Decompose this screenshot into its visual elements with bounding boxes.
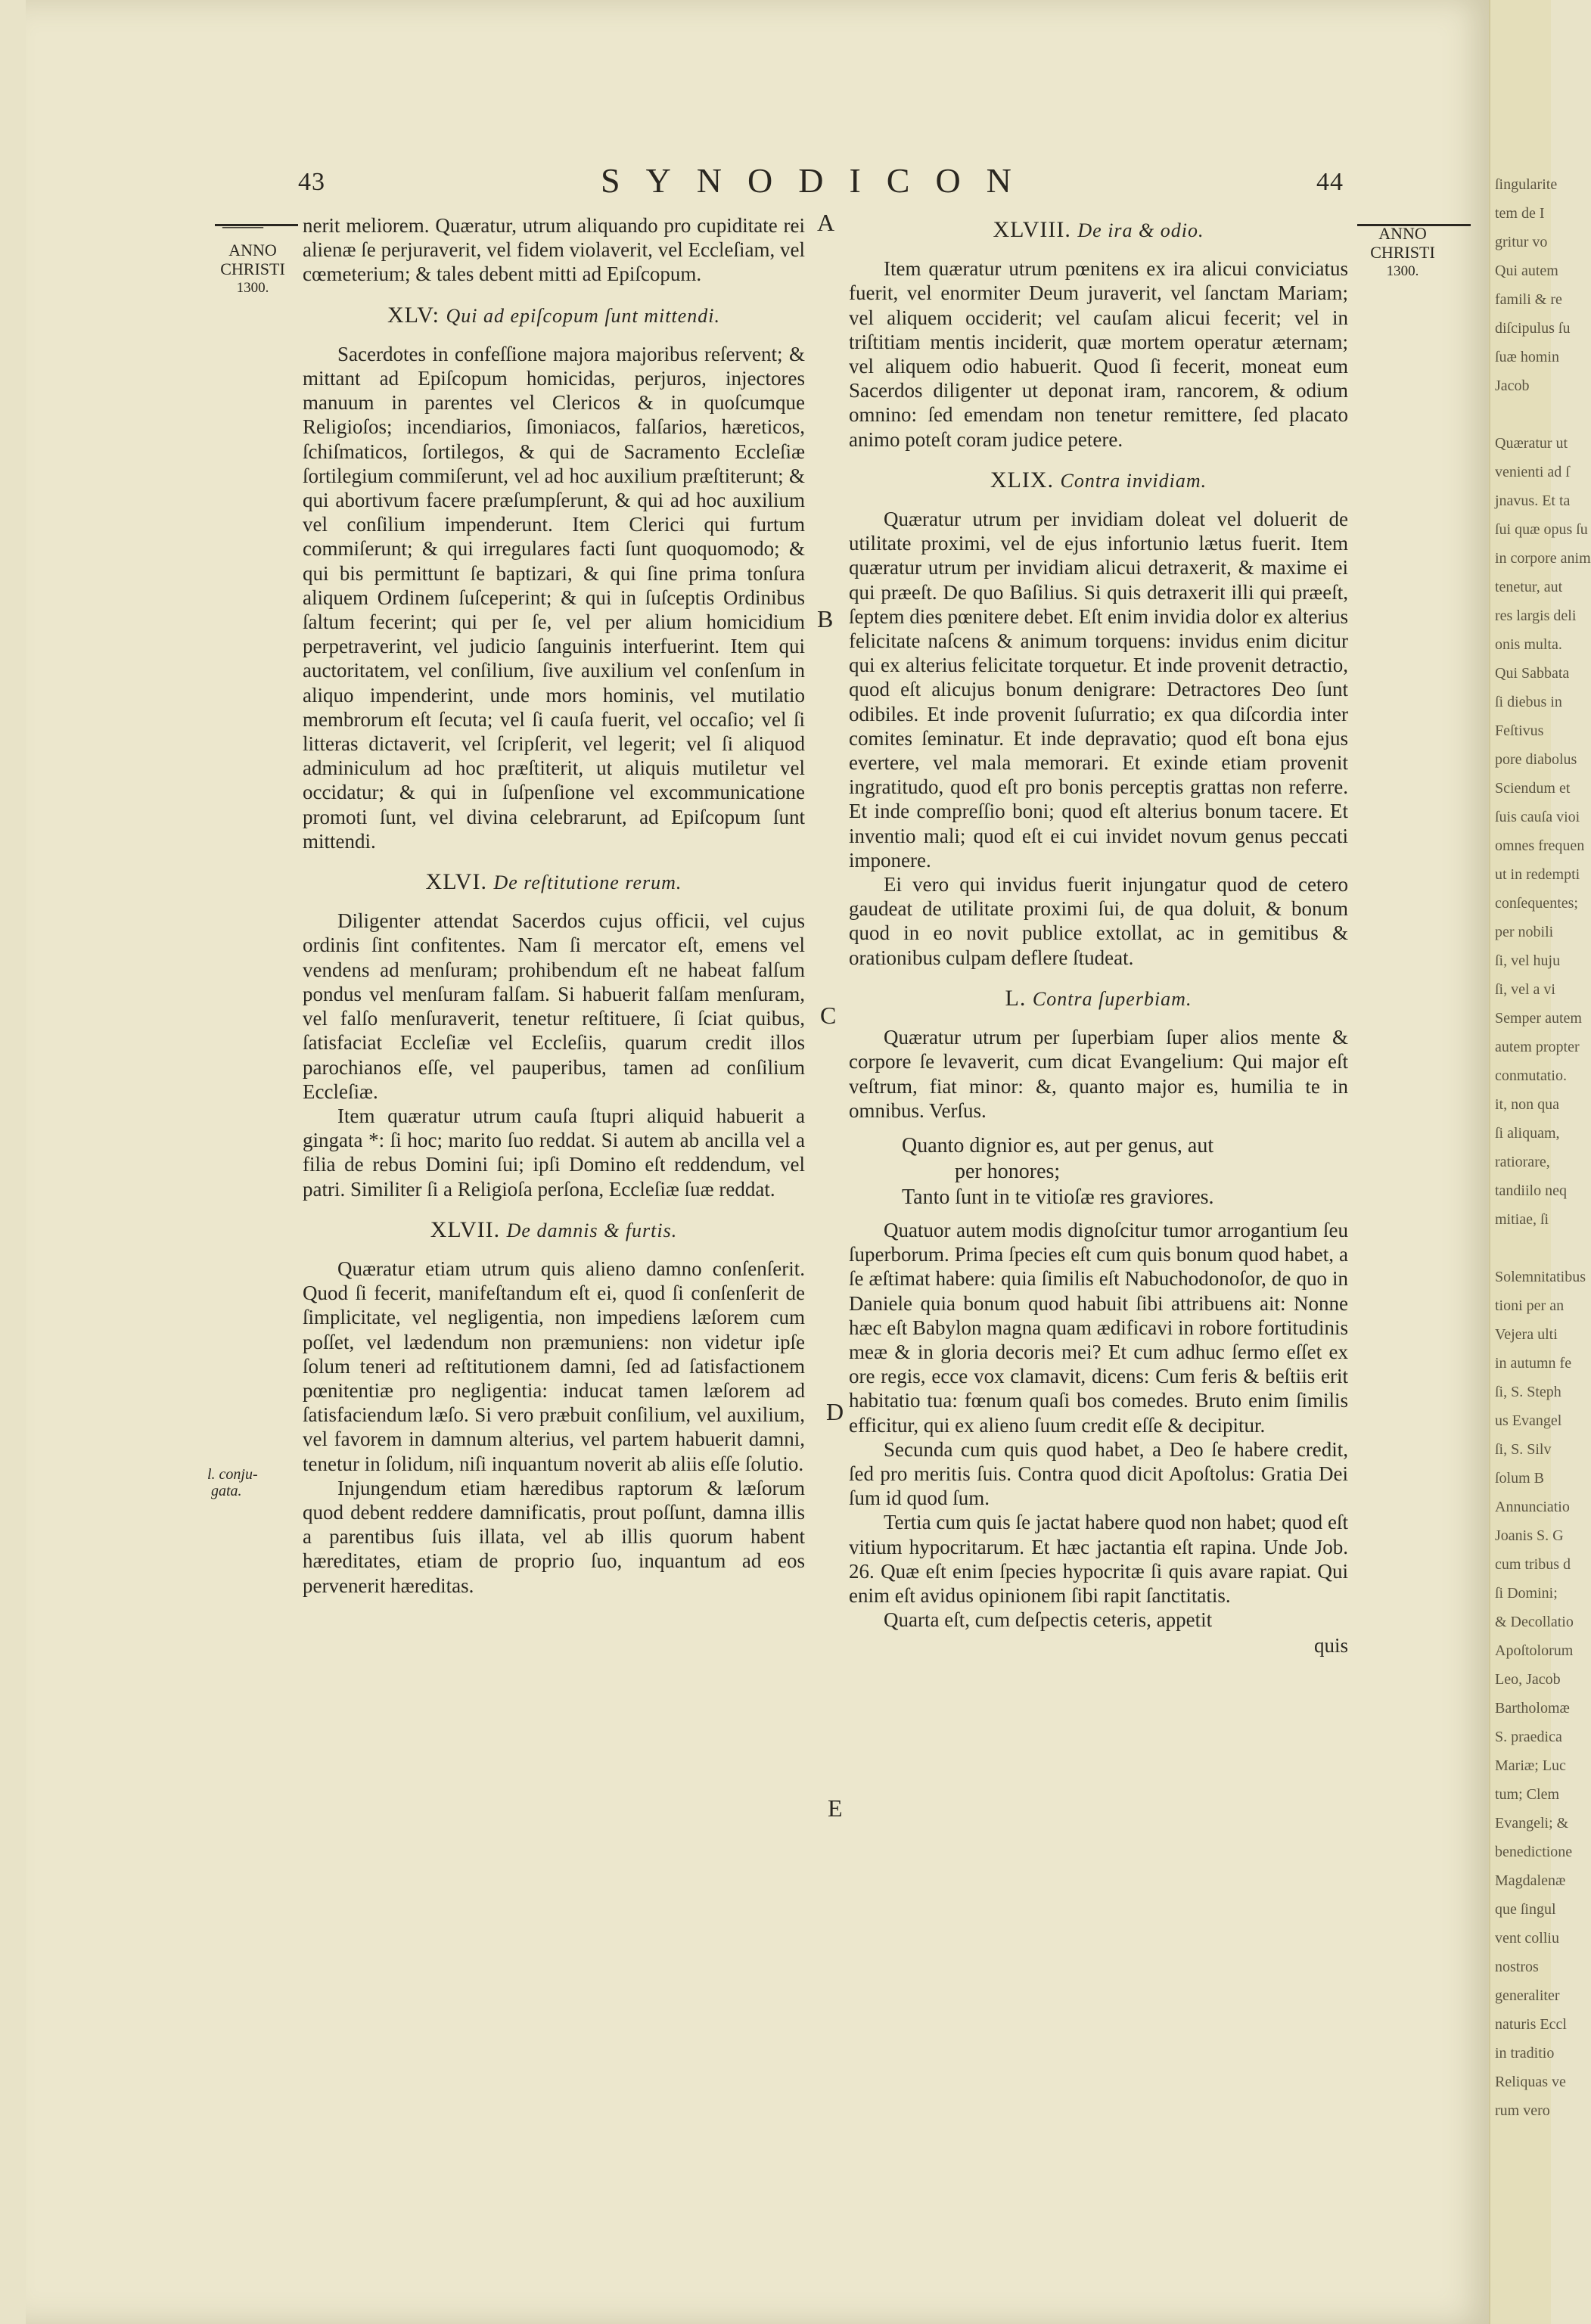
next-page-fragment-line: Feſtivus <box>1495 722 1544 739</box>
next-page-fragment-line: ſi, S. Silv <box>1495 1441 1552 1458</box>
margin-note-line: ANNO <box>1378 224 1427 243</box>
paragraph: Secunda cum quis quod habet, a Deo ſe habere credit, ſed pro meritis ſuis. Contra quod dicit Apoſtolus: Gratia Dei ſum id quod ſum. <box>849 1437 1348 1510</box>
section-title: Contra invidiam. <box>1060 469 1207 492</box>
paragraph: Diligenter attendat Sacerdos cujus officii, vel cujus ordinis ſint confitentes. Nam ſi mercator eſt, emens vel vendens ad menſuram; prohibendum eſt ne habeat falſum pondus vel menſuram falſam. Si habuerit falſam menſuram, vel falſo menſuraverit, tenetur reſtituere, ſi ſciat quibus, ſatisfaciat Eccleſiæ vel Eccleſiis, quarum credit illos parochianos eſſe, vel pauperibus, tamen ad conſilium Eccleſiæ. <box>303 909 805 1103</box>
left-margin-year-note <box>207 241 298 297</box>
next-page-fragment-line: & Decollatio <box>1495 1614 1574 1630</box>
next-page-fragment-line: tem de I <box>1495 205 1545 222</box>
margin-footnote: l. conju- gata. <box>207 1466 258 1499</box>
paragraph: Item quæratur utrum cauſa ſtupri aliquid habuerit a gingata *: ſi hoc; marito ſuo reddat. Si autem ab ancilla vel a filia de rebus Domini ſui; ipſi Domino eſt reddendum, vel patri. Similiter ſi a Religioſa perſona, Eccleſiæ ſuæ reddat. <box>303 1104 805 1201</box>
next-page-fragment-line: Leo, Jacob <box>1495 1671 1561 1688</box>
next-page-fragment-line: gritur vo <box>1495 234 1548 250</box>
next-page-fragment-line: ſi, vel a vi <box>1495 981 1555 998</box>
next-page-fragment-line: ſi aliquam, <box>1495 1125 1560 1142</box>
next-page-fragment-line: tum; Clem <box>1495 1786 1559 1803</box>
paragraph: Ei vero qui invidus fuerit injungatur quod de cetero gaudeat de utilitate proximi ſui, de qua doluit, & bonum quod in eo novit publice extollat, ac in gemitibus & orationibus culpam deflere ſtudeat. <box>849 873 1348 969</box>
right-page-number: 44 <box>1316 168 1344 196</box>
next-page-fragment-line: Evangeli; & <box>1495 1815 1569 1832</box>
next-page-fragment-line: ut in redempti <box>1495 866 1580 883</box>
intro-dash: —— <box>222 214 263 237</box>
next-page-fragment-line: ratiorare, <box>1495 1154 1550 1170</box>
paragraph: Quatuor autem modis dignoſcitur tumor arrogantium ſeu ſuperborum. Prima ſpecies eſt cum quis bonum quod habet, a ſe æſtimat habere: quia ſimilis eſt Nabuchodonoſor, de quo in Daniele quia bonum quod habuit ſibi attribuens ait: Nonne hæc eſt Babylon magna quam ædificavi in robore fortitudinis meæ & in gloria decoris mei? Et cum adhuc ſermo eſſet ex ore regis, ecce vox clamavit, dicens: Cum feris & beſtiis erit habitatio tua: fœnum quaſi bos comedes. Bruto enim ſimilis efficitur, qui ex alieno ſuum credit eſſe & decipitur. <box>849 1218 1348 1437</box>
next-page-fragment-line: Sciendum et <box>1495 780 1571 797</box>
section-number: XLVII. <box>430 1216 501 1242</box>
paragraph: Quæratur utrum per invidiam doleat vel doluerit de utilitate proximi, vel de ejus infortunio lætus fuerit. Item quæratur utrum per invidiam alicui detraxerit, & maxime ei qui præeſt. De quo Baſilius. Si quis detraxerit illi qui præeſt, ſeptem dies pœnitere debet. Eſt enim invidia dolor ex alterius felicitate naſcens & animum torquens: invidus enim dicitur qui ex alterius felicitate torquetur. Et inde provenit detractio, quod eſt alicujus bonum denigrare: Detractores Deo ſunt odibiles. Et inde provenit ſuſurratio; ex qua diſcordia inter comites ſeminatur. Et inde depravatio; quod eſt bona ejus evertere, vel mala memorari. Et exinde etiam provenit ingratitudo, quod eſt pro bonis perceptis grattas non referre. Et inde compreſſio boni; quod eſt alterius bonum tacere. Et inventio mali; quod eſt ei cui invidet novum genus peccati imponere. <box>849 508 1348 872</box>
right-text-column <box>849 213 1348 1658</box>
next-page-fragment-line: Reliquas ve <box>1495 2074 1566 2090</box>
section-heading-xlvi <box>303 870 805 895</box>
intro-text: nerit meliorem. Quæratur, utrum aliquando pro cupiditate rei alienæ ſe perjuraverit, vel fidem violaverit, vel Eccleſiam, vel cœmeterium; & tales debent mitti ad Epiſcopum. <box>303 214 805 286</box>
section-title: Contra ſuperbiam. <box>1032 987 1192 1010</box>
next-page-fragment-line: rum vero <box>1495 2102 1550 2119</box>
running-title: SYNODICON <box>601 161 1037 200</box>
left-page-number: 43 <box>298 168 325 196</box>
paragraph: Quarta eſt, cum deſpectis ceteris, appetit <box>884 1608 1213 1632</box>
next-page-fragment-line: mitiae, ſi <box>1495 1211 1549 1228</box>
section-title: De reſtitutione rerum. <box>493 872 682 894</box>
book-page <box>26 0 1496 2324</box>
next-page-fragment-line: pore diabolus <box>1495 751 1577 768</box>
next-page-fragment-line: Quæratur ut <box>1495 435 1568 452</box>
next-page-edge <box>1489 0 1591 2324</box>
next-page-fragment-line: ſuis cauſa vioi <box>1495 809 1580 825</box>
section-letter-b: B <box>817 605 834 632</box>
margin-note-line: 1300. <box>236 280 269 296</box>
next-page-fragment-line: omnes frequen <box>1495 837 1585 854</box>
next-page-fragment-line: tioni per an <box>1495 1297 1565 1314</box>
next-page-fragment-line: Joanis S. G <box>1495 1527 1564 1544</box>
next-page-fragment-line: ſolum B <box>1495 1470 1545 1487</box>
next-page-fragment-line: us Evangel <box>1495 1412 1562 1429</box>
paragraph: Quæratur utrum per ſuperbiam ſuper alios mente & corpore ſe levaverit, cum dicat Evangelium: Qui major eſt veſtrum, fiat minor: &, quanto major es, humilia te in omnibus. Verſus. <box>849 1026 1348 1122</box>
next-page-fragment-line: conſequentes; <box>1495 895 1578 912</box>
section-title: De damnis & furtis. <box>506 1219 678 1241</box>
section-number: XLIX. <box>990 467 1054 492</box>
next-page-fragment-line: que ſingul <box>1495 1901 1556 1918</box>
next-page-fragment-line: tandiilo neq <box>1495 1182 1567 1199</box>
next-page-fragment-line: venienti ad ſ <box>1495 464 1570 480</box>
paragraph: Injungendum etiam hæredibus raptorum & læſorum quod debent reddere damnificatis, prout poſſunt, damna illis a parentibus ſuis illata, vel ab illis quorum habent hæreditates, etiam de proprio ſuo, inquantum ad eos pervenerit hæreditas. <box>303 1476 805 1597</box>
next-page-fragment-text <box>1495 174 1591 2129</box>
paragraph: Quæratur etiam utrum quis alieno damno conſenſerit. Quod ſi fecerit, manifeſtandum eſt ei, quod ſi conſenſerit de ſimplicitate, vel negligentia, non impediens læſorem cum poſſet, vel lædendum non præmuniens: non videtur ipſe ſolum teneri ad reſtitutionem damni, ſed ad ſatisfactionem pœnitentiæ pro negligentia: inducat tamen læſorem ad ſatisfaciendum læſo. Si vero præbuit conſilium, vel auxilium, vel favorem in damnum alterius, vel partem habuerit damni, tenetur in ſolidum, niſi inquantum noverit ab aliis eſſe ſolutio. <box>303 1257 805 1475</box>
next-page-fragment-line <box>1495 1238 1591 1266</box>
section-number: XLV: <box>387 302 440 328</box>
section-letter-c: C <box>820 1002 837 1029</box>
next-page-fragment-line: Mariæ; Luc <box>1495 1757 1566 1774</box>
next-page-fragment-line: nostros <box>1495 1959 1539 1975</box>
section-heading-l <box>849 986 1348 1011</box>
next-page-fragment-line: Jacob <box>1495 377 1530 394</box>
section-number: L. <box>1005 985 1027 1011</box>
next-page-fragment-line: in corpore anim <box>1495 550 1591 567</box>
next-page-fragment-line: ſi, vel huju <box>1495 952 1561 969</box>
next-page-fragment-line: generaliter <box>1495 1987 1560 2004</box>
next-page-fragment-line: Magdalenæ <box>1495 1872 1566 1889</box>
section-title: Qui ad epiſcopum ſunt mittendi. <box>446 304 720 327</box>
next-page-fragment-line: famili & re <box>1495 291 1562 308</box>
section-letter-d: D <box>826 1398 844 1425</box>
next-page-fragment-line: onis multa. <box>1495 636 1562 653</box>
margin-note-line: CHRISTI <box>1370 243 1435 262</box>
paragraph: Item quæratur utrum pœnitens ex ira alicui conviciatus fuerit, vel enormiter Deum juraverit, vel ſanctam Mariam; vel aliquem occiderit; vel cauſam alicui fecerit; vel in triſtitiam mentis inciderit, quæ mortem operatur æternam; vel aliquem odio habuerit. Quod ſi fecerit, moneat eum Sacerdos diligenter ut deponat iram, rancorem, & odium omnino: ſed emendam non tenetur remittere, ſed placato animo poteſt coram judice petere. <box>849 257 1348 451</box>
section-letter-e: E <box>828 1794 843 1822</box>
next-page-fragment-line: benedictione <box>1495 1844 1573 1860</box>
margin-note-line: 1300. <box>1386 263 1419 279</box>
margin-note-line: ANNO <box>228 241 277 259</box>
next-page-fragment-line: naturis Eccl <box>1495 2016 1567 2033</box>
next-page-fragment-line: Apoſtolorum <box>1495 1642 1574 1659</box>
next-page-fragment-line: cum tribus d <box>1495 1556 1571 1573</box>
next-page-fragment-line: in traditio <box>1495 2045 1555 2061</box>
next-page-fragment-line: vent colliu <box>1495 1930 1559 1947</box>
next-page-fragment-line: Bartholomæ <box>1495 1700 1570 1717</box>
next-page-fragment-line: S. praedica <box>1495 1729 1562 1745</box>
verse-line: Quanto dignior es, aut per genus, aut <box>902 1133 1214 1157</box>
section-heading-xlviii <box>849 218 1348 243</box>
next-page-fragment-line: diſcipulus ſu <box>1495 320 1571 337</box>
verse-line: per honores; <box>955 1159 1061 1183</box>
next-page-fragment-line: tenetur, aut <box>1495 579 1563 595</box>
next-page-fragment-line: res largis deli <box>1495 607 1577 624</box>
section-number: XLVIII. <box>993 217 1071 242</box>
next-page-fragment-line: Vejera ulti <box>1495 1326 1558 1343</box>
next-page-fragment-line: conmutatio. <box>1495 1067 1567 1084</box>
next-page-fragment-line: autem propter <box>1495 1039 1580 1055</box>
next-page-fragment-line: Solemnitatibus <box>1495 1269 1586 1285</box>
next-page-fragment-line: ſingularite <box>1495 176 1558 193</box>
section-number: XLVI. <box>425 869 487 895</box>
paragraph: Sacerdotes in confeſſione majora majoribus reſervent; & mittant ad Epiſcopum homicidas, perjuros, injectores manuum in parentes vel Clericos & in quoſcumque Religioſos; incendiarios, ſimoniacos, falſarios, hæreticos, ſchiſmaticos, ſortilegos, & qui de Sacramento Eccleſiæ ſortilegium commiſerunt, vel ad hoc auxilium præſtiterunt; & qui abortivum facere præſumpſerunt, & qui ad hoc auxilium vel conſilium impenderunt. Item Clerici qui furtum commiſerunt; & qui irregulares facti ſunt quoquomodo; & qui bis permittunt ſe baptizari, & qui ſine prima tonſura aliquem Ordinem ſuſceperint; & qui in ſuſceptis Ordinibus ſaltum fecerint; qui per ſe, vel per alium homicidium perpetraverint, vel judicio ſanguinis interfuerint. Item qui auctoritatem, vel conſilium, ſive auxilium vel conſenſum in aliquo impenderint, unde mors hominis, vel mutilatio membrorum eſt ſecuta; vel ſi cauſa fuerit, vel occaſio; vel ſi litteras dictaverit, vel ſcripſerit, vel legerit; vel ſi aliquod adminiculum ad hoc præſtiterit, ut aliquis mutiletur vel occidatur; & qui in ſuſpenſione vel excommunicatione promoti ſunt, vel divina celebrarunt, ad Epiſcopum ſunt mittendi. <box>303 342 805 853</box>
next-page-fragment-line <box>1495 404 1591 433</box>
next-page-fragment-line: Semper autem <box>1495 1010 1582 1027</box>
section-heading-xlv <box>303 303 805 328</box>
next-page-fragment-line: jnavus. Et ta <box>1495 492 1571 509</box>
next-page-fragment-line: ſi, S. Steph <box>1495 1384 1561 1400</box>
next-page-fragment-line: Qui autem <box>1495 263 1558 279</box>
paragraph: Tertia cum quis ſe jactat habere quod non habet; quod eſt vitium hypocritarum. Et hæc jactantia eſt rapina. Unde Job. 26. Quæ eſt enim ſpecies hypocritæ ſi quis avare rapiat. Qui enim eſt avidus opinionem ſibi rapit ſanctitatis. <box>849 1511 1348 1607</box>
verse-block <box>902 1133 1348 1210</box>
margin-note-line: CHRISTI <box>220 259 285 278</box>
section-heading-xlix <box>849 468 1348 493</box>
section-heading-xlvii <box>303 1218 805 1243</box>
next-page-fragment-line: it, non qua <box>1495 1096 1559 1113</box>
section-title: De ira & odio. <box>1077 219 1204 241</box>
next-page-fragment-line: per nobili <box>1495 924 1554 940</box>
next-page-fragment-line: Annunciatio <box>1495 1499 1570 1515</box>
verse-line: Tanto ſunt in te vitioſæ res graviores. <box>902 1185 1214 1209</box>
next-page-fragment-line: ſuæ homin <box>1495 349 1560 365</box>
section-letter-a: A <box>817 209 835 236</box>
next-page-fragment-line: ſui quæ opus ſu <box>1495 521 1588 538</box>
next-page-fragment-line: in autumn fe <box>1495 1355 1572 1372</box>
next-page-fragment-line: Qui Sabbata <box>1495 665 1570 682</box>
right-margin-year-note <box>1357 224 1448 281</box>
catchword: quis <box>1313 1634 1348 1658</box>
next-page-fragment-line: ſi diebus in <box>1495 694 1562 710</box>
next-page-fragment-line: ſi Domini; <box>1495 1585 1558 1602</box>
